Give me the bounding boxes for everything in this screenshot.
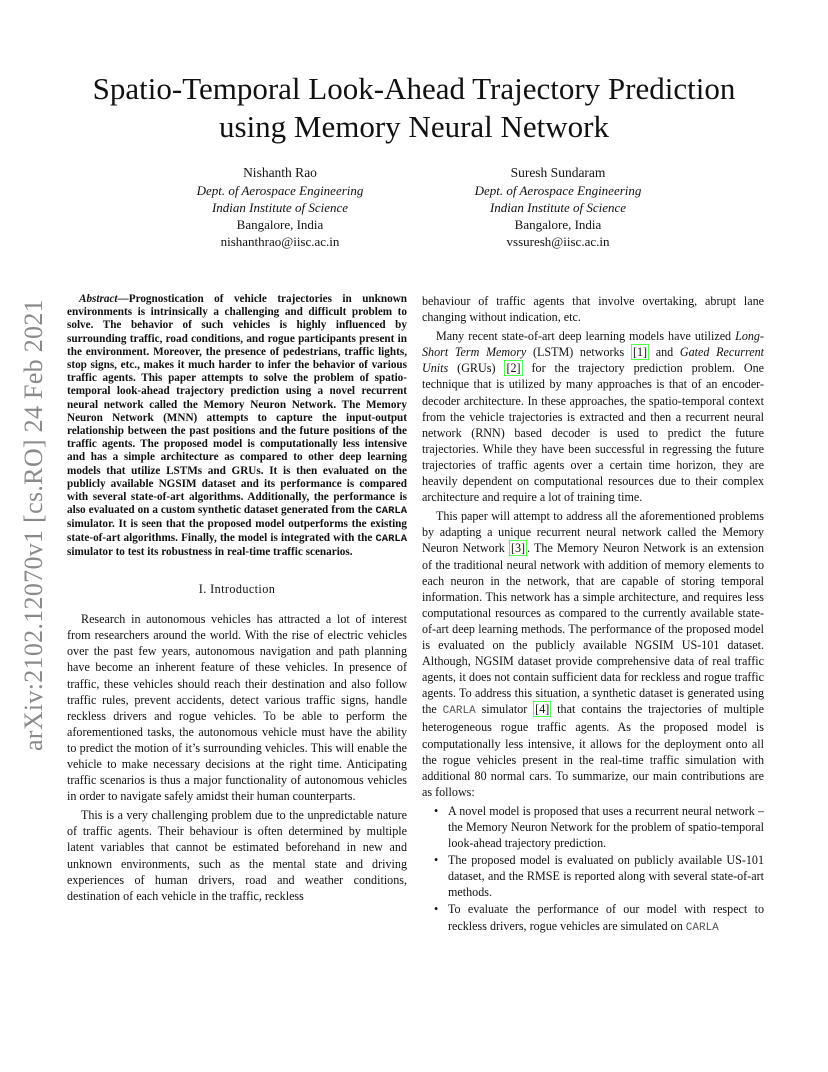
text-span: To evaluate the performance of our model with respect to reckless drivers, rogue vehicles are simulated on	[448, 902, 764, 933]
text-span: Many recent state-of-art deep learning models have utilized	[436, 329, 736, 344]
author-dept: Dept. of Aerospace Engineering	[474, 183, 642, 198]
author-institution: Indian Institute of Science	[211, 200, 349, 215]
term-gru: Gated Recurrent Units	[422, 345, 764, 376]
citation-link[interactable]: [4]	[535, 702, 550, 717]
paper-title	[40, 70, 788, 146]
author-email: vssuresh@iisc.ac.in	[506, 234, 610, 249]
list-item: • A novel model is proposed that uses a recurrent neural network – the Memory Neuron Network for the problem of spatio-temporal look-ahead trajectory prediction.	[422, 803, 764, 851]
abstract-label: Abstract	[79, 293, 118, 305]
citation-link[interactable]: [1]	[632, 345, 648, 360]
abstract-text-1: —Prognostication of vehicle trajectories in unknown environments is intrinsically a challenging and difficult problem to solve. The behavior of such vehicles is highly influenced by surrounding traffic, road conditions, and rogue participants present in the environment. Moreover, the presence of pedestrians, traffic lights, stop signs, etc., makes it much harder to infer the behavior of various traffic agents. This paper attempts to solve the problem of spatio-temporal look-ahead trajectory prediction using a novel recurrent neural network called the Memory Neuron Network. The Memory Neuron Network (MNN) attempts to capture the input-output relationship between the past positions and the future positions of the traffic agents. The proposed model is computationally less intensive and has a simple architecture as compared to other deep learning models that utilize LSTMs and GRUs. It is then evaluated on the publicly available NGSIM dataset and its performance is compared with several state-of-art algorithms. Additionally, the performance is also evaluated on a custom synthetic dataset generated from the	[67, 293, 407, 517]
citation-link[interactable]: [2]	[506, 361, 521, 376]
term-lstm: Long-Short Term Memory	[422, 329, 764, 360]
carla-code: CARLA	[442, 705, 476, 718]
intro-paragraph-2: This is a very challenging problem due to the unpredictable nature of traffic agents. Their behaviour is often determined by multiple latent variables that cannot be estimated beforehand in new and unknown environments, such as the mental state and driving experiences of human drivers, road and weather conditions, destination of each vehicle in the traffic, reckless	[67, 808, 407, 903]
title-line-2: using Memory Neural Network	[219, 109, 609, 144]
text-span: simulator	[475, 702, 534, 717]
text-span: (GRUs)	[448, 361, 505, 376]
text-span: This paper will attempt to address all the aforementioned problems by adapting a unique recurrent neural network called the Memory Neuron Network	[422, 509, 764, 556]
text-span: (LSTM) networks	[526, 345, 631, 360]
list-item	[422, 901, 764, 935]
arxiv-stamp	[14, 290, 54, 760]
author-block-1	[130, 164, 430, 250]
author-name: Suresh Sundaram	[510, 165, 606, 180]
author-city: Bangalore, India	[514, 217, 602, 232]
text-span: . The Memory Neuron Network is an extension of the traditional neural network with addition of memory elements to each neuron in the network, that are capable of storing temporal information. This network has a simple architecture, and requires less computational resources as compared to the currently available state-of-art deep learning methods. The performance of the proposed model is evaluated on the publicly available NGSIM US-101 dataset. Although, NGSIM dataset provide comprehensive data of real traffic agents, it does not contain sufficient data for reckless and rogue traffic agents. To address this situation, a synthetic dataset is generated using the	[422, 541, 764, 717]
author-block-2	[408, 164, 708, 250]
text-span: for the trajectory prediction problem. One technique that is utilized by many approaches is that of an encoder-decoder architecture. In these approaches, the spatio-temporal context from the vehicle trajectories is extracted and then a recurrent neural network (RNN) based decoder is used to predict the future trajectories. While they have been successful in regressing the future trajectories of traffic agents over a certain time horizon, they are heavily dependent on computational resources due to their complex architecture and require a lot of training time.	[422, 361, 765, 505]
right-column	[422, 293, 764, 937]
intro-paragraph-3	[422, 328, 764, 505]
text-span: that contains the trajectories of multiple heterogeneous rogue traffic agents. As the proposed model is computationally less intensive, it allows for the deployment onto all the rogue vehicles present in the real-time traffic simulation with additional 80 normal cars. To summarize, our main contributions are as follows:	[422, 702, 764, 799]
carla-code: CARLA	[375, 505, 407, 518]
abstract	[67, 293, 407, 559]
author-email: nishanthrao@iisc.ac.in	[220, 234, 340, 249]
list-item: • The proposed model is evaluated on publicly available US-101 dataset, and the RMSE is reported along with several state-of-art methods.	[422, 852, 764, 900]
left-column	[67, 293, 407, 907]
arxiv-id: arXiv:2102.12070v1 [cs.RO] 24 Feb 2021	[19, 299, 48, 751]
title-line-1: Spatio-Temporal Look-Ahead Trajectory Prediction	[92, 71, 736, 106]
carla-code: CARLA	[375, 532, 407, 545]
abstract-text-2: simulator. It is seen that the proposed model outperforms the existing state-of-art algorithms. Finally, the model is integrated with the	[67, 518, 407, 544]
contributions-list	[422, 803, 764, 936]
text-span: and	[649, 345, 680, 360]
abstract-text-3: simulator to test its robustness in real-time traffic scenarios.	[67, 545, 353, 558]
carla-code: CARLA	[685, 921, 719, 934]
author-name: Nishanth Rao	[243, 165, 317, 180]
author-city: Bangalore, India	[236, 217, 324, 232]
citation-link[interactable]: [3]	[510, 541, 526, 556]
intro-paragraph-1: Research in autonomous vehicles has attracted a lot of interest from researchers around the world. With the rise of electric vehicles over the past few years, autonomous navigation and path planning have become an inherent feature of these vehicles. In presence of traffic, these vehicles should reach their destination and also follow traffic rules, prevent accidents, detect various traffic signs, handle reckless drivers and rogue vehicles. To be able to perform the aforementioned tasks, the autonomous vehicle must have the ability to predict the motion of it’s surrounding vehicles. This will enable the vehicle to make necessary decisions at the right time. Anticipating traffic scenarios is thus a major functionality of autonomous vehicles in order to navigate safely amidst their human counterparts.	[67, 612, 407, 804]
intro-paragraph-4	[422, 508, 764, 800]
author-institution: Indian Institute of Science	[489, 200, 627, 215]
section-heading-introduction: I. Introduction	[198, 582, 276, 597]
intro-paragraph-continued: behaviour of traffic agents that involve overtaking, abrupt lane changing without indication, etc.	[422, 294, 764, 325]
author-dept: Dept. of Aerospace Engineering	[196, 183, 364, 198]
